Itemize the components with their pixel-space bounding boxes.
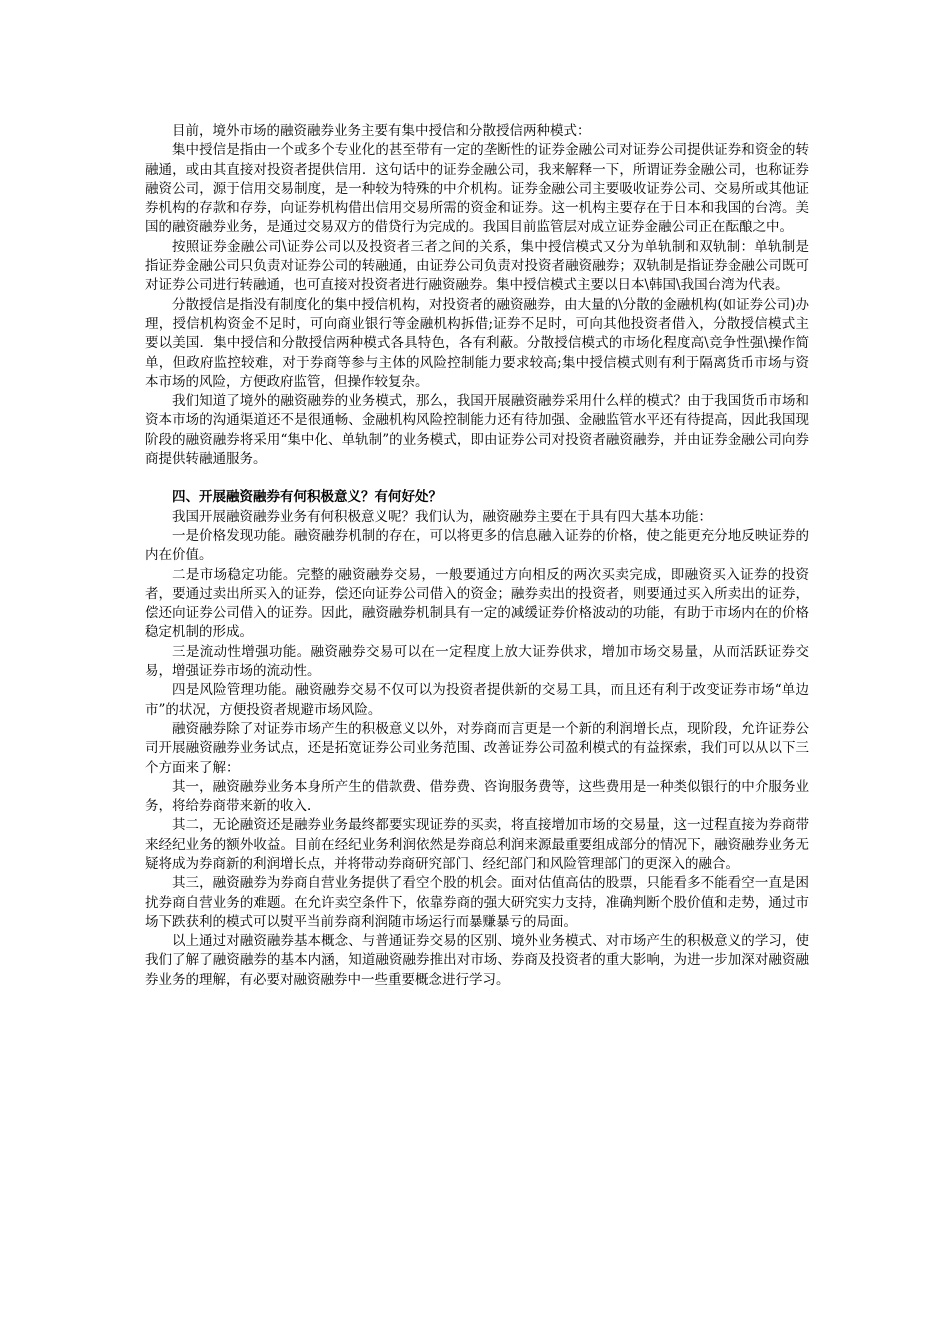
paragraph-conclusion: 以上通过对融资融券基本概念、与普通证券交易的区别、境外业务模式、对市场产生的积极意义的学习，使我们了解了融资融券的基本内涵，知道融资融券推出对市场、券商及投资者的重大影响，为进一步加深对融资融券业务的理解，有必要对融资融券中一些重要概念进行学习。 bbox=[145, 933, 809, 988]
paragraph-market-stability: 二是市场稳定功能。完整的融资融券交易，一般要通过方向相反的两次买卖完成，即融资买入证券的投资者，要通过卖出所买入的证券，偿还向证券公司借入的资金；融券卖出的投资者，则要通过买入所卖出的证券，偿还向证券公司借入的证券。因此，融资融券机制具有一定的减缓证券价格波动的功能，有助于市场内在的价格稳定机制的形成。 bbox=[145, 566, 809, 641]
paragraph-point-one: 其一，融资融券业务本身所产生的借款费、借券费、咨询服务费等，这些费用是一种类似银行的中介服务业务，将给券商带来新的收入． bbox=[145, 778, 809, 815]
paragraph-china-model: 我们知道了境外的融资融券的业务模式，那么，我国开展融资融券采用什么样的模式？由于我国货币市场和资本市场的沟通渠道还不是很通畅、金融机构风险控制能力还有待加强、金融监管水平还有待提高，因此我国现阶段的融资融券将采用“集中化、单轨制”的业务模式，即由证券公司对投资者融资融券，并由证券金融公司向券商提供转融通服务。 bbox=[145, 393, 809, 468]
paragraph-broker-profit: 融资融券除了对证券市场产生的积极意义以外，对券商而言更是一个新的利润增长点，现阶段，允许证券公司开展融资融券业务试点，还是拓宽证券公司业务范围、改善证券公司盈利模式的有益探索，我们可以从以下三个方面来了解： bbox=[145, 720, 809, 776]
section-heading: 四、开展融资融券有何积极意义？有何好处？ bbox=[172, 489, 442, 506]
paragraph-decentralized-credit: 分散授信是指没有制度化的集中授信机构，对投资者的融资融券，由大量的\分散的金融机构(如证券公司)办理，授信机构资金不足时，可向商业银行等金融机构拆借;证券不足时，可向其他投资者借入，分散授信模式主要以美国．集中授信和分散授信两种模式各具特色，各有利蔽。分散授信模式的市场化程度高\竞争性强\操作简单，但政府监控较难，对于券商等参与主体的风险控制能力要求较高;集中授信模式则有利于隔离货币市场与资本市场的风险，方便政府监管，但操作较复杂。 bbox=[145, 296, 809, 390]
document-body bbox=[145, 122, 809, 990]
paragraph-point-three: 其三，融资融券为券商自营业务提供了看空个股的机会。面对估值高估的股票，只能看多不能看空一直是困扰券商自营业务的难题。在允许卖空条件下，依靠券商的强大研究实力支持，准确判断个股价值和走势，通过市场下跌获利的模式可以熨平当前券商利润随市场运行而暴赚暴亏的局面。 bbox=[145, 875, 809, 930]
paragraph-four-functions: 我国开展融资融券业务有何积极意义呢？我们认为，融资融券主要在于具有四大基本功能： bbox=[172, 508, 712, 525]
paragraph-liquidity: 三是流动性增强功能。融资融券交易可以在一定程度上放大证券供求，增加市场交易量，从而活跃证券交易，增强证券市场的流动性。 bbox=[145, 643, 809, 680]
paragraph-centralized-credit: 集中授信是指由一个或多个专业化的甚至带有一定的垄断性的证券金融公司对证券公司提供证券和资金的转融通，或由其直接对投资者提供信用．这句话中的证券金融公司，我来解释一下，所谓证券金融公司，也称证券融资公司，源于信用交易制度，是一种较为特殊的中介机构。证券金融公司主要吸收证券公司、交易所或其他证券机构的存款和存券，向证券机构借出信用交易所需的资金和证券。这一机构主要存在于日本和我国的台湾。美国的融资融券业务，是通过交易双方的借贷行为完成的。我国目前监管层对成立证券金融公司正在酝酿之中。 bbox=[145, 142, 809, 236]
paragraph-single-dual-track: 按照证券金融公司\证券公司以及投资者三者之间的关系，集中授信模式又分为单轨制和双轨制：单轨制是指证券金融公司只负责对证券公司的转融通，由证券公司负责对投资者融资融券；双轨制是指证券金融公司既可对证券公司进行转融通，也可直接对投资者进行融资融券。集中授信模式主要以日本\韩国\我国台湾为代表。 bbox=[145, 238, 809, 294]
paragraph-point-two: 其二，无论融资还是融券业务最终都要实现证券的买卖，将直接增加市场的交易量，这一过程直接为券商带来经纪业务的额外收益。目前在经纪业务利润依然是券商总利润来源最重要组成部分的情况下，融资融券业务无疑将成为券商新的利润增长点，并将带动券商研究部门、经纪部门和风险管理部门的更深入的融合。 bbox=[145, 817, 809, 872]
paragraph-price-discovery: 一是价格发现功能。融资融券机制的存在，可以将更多的信息融入证券的价格，使之能更充分地反映证券的内在价值。 bbox=[145, 527, 809, 564]
paragraph-intro: 目前，境外市场的融资融券业务主要有集中授信和分散授信两种模式： bbox=[172, 123, 591, 139]
paragraph-risk-management: 四是风险管理功能。融资融券交易不仅可以为投资者提供新的交易工具，而且还有利于改变证券市场“单边市”的状况，方便投资者规避市场风险。 bbox=[145, 682, 809, 718]
